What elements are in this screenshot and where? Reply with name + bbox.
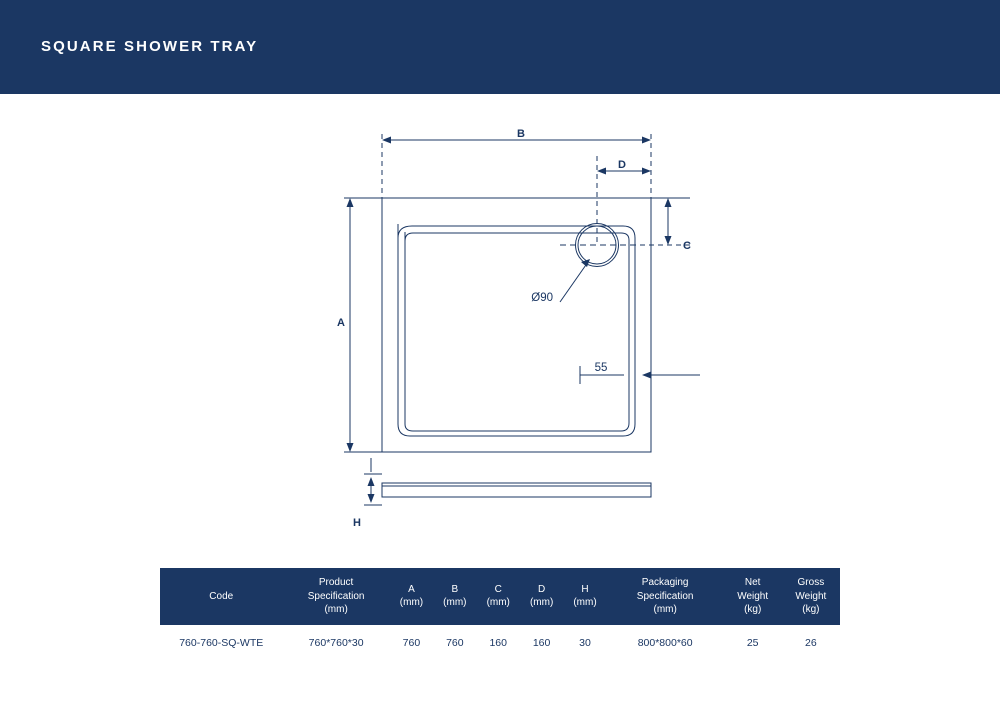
label-d: D — [618, 159, 626, 171]
cell-packaging-spec: 800*800*60 — [607, 625, 724, 661]
label-hole-diameter: Ø90 — [531, 292, 553, 304]
table-header-gross-weight: Gross Weight (kg) — [795, 577, 827, 615]
table-header-a: A (mm) — [399, 583, 424, 609]
table-header-h: H (mm) — [573, 583, 597, 609]
table-header-b: B (mm) — [443, 583, 467, 609]
table-header-row — [160, 568, 840, 625]
cell-b: 760 — [433, 625, 476, 661]
table-header-c: C (mm) — [486, 583, 510, 609]
header-bar — [0, 0, 1000, 94]
cell-gross-weight: 26 — [782, 625, 840, 661]
label-c: C — [683, 240, 691, 252]
table-header-product-spec: Product Specification (mm) — [307, 577, 365, 615]
table-header — [160, 568, 840, 625]
specification-table — [160, 568, 840, 661]
cell-c: 160 — [477, 625, 520, 661]
shower-tray-drawing-svg — [0, 94, 1000, 554]
label-offset-55: 55 — [594, 362, 608, 374]
table-header-net-weight: Net Weight (kg) — [737, 577, 769, 615]
table-header-packaging-spec: Packaging Specification (mm) — [636, 577, 694, 615]
cell-net-weight: 25 — [724, 625, 782, 661]
label-b: B — [517, 128, 525, 140]
cell-h: 30 — [563, 625, 606, 661]
technical-drawing — [0, 94, 1000, 554]
cell-a: 760 — [390, 625, 433, 661]
table-header-code: Code — [209, 590, 234, 602]
page-title: SQUARE SHOWER TRAY — [41, 38, 259, 55]
table-header-d: D (mm) — [529, 583, 554, 609]
table-row — [160, 625, 840, 661]
label-h: H — [353, 517, 361, 529]
cell-d: 160 — [520, 625, 563, 661]
table-body — [160, 625, 840, 661]
cell-product-spec: 760*760*30 — [282, 625, 389, 661]
label-a: A — [337, 317, 345, 329]
cell-code: 760-760-SQ-WTE — [160, 625, 282, 661]
